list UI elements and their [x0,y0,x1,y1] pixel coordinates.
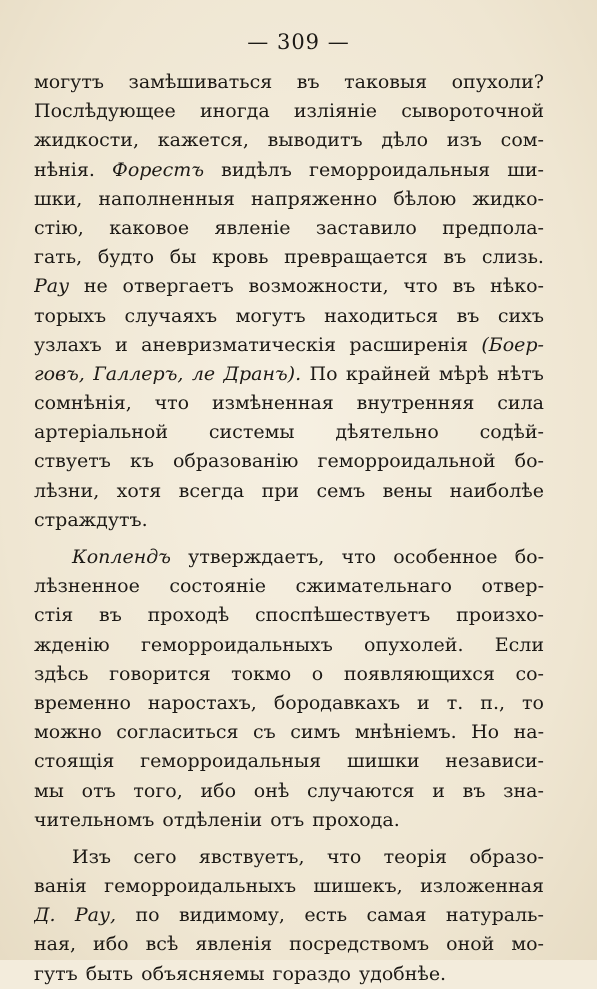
word: въ [99,604,122,627]
word: и [115,333,128,356]
word: геморроидальныя [140,750,322,773]
text-line [34,506,544,535]
text-line [34,689,544,718]
body-text [34,68,544,989]
word: геморроидальныя [309,158,491,181]
text-line [34,572,544,601]
text-line [34,418,544,447]
word: дѣло [381,129,429,152]
word: изъ [446,129,482,152]
word: измѣненная [211,392,334,415]
word: прохода. [312,808,400,831]
word: здѣсь [34,662,89,685]
word: геморроидальной [317,450,496,473]
word: сихъ [497,304,544,327]
text-line [34,214,544,243]
word: съ [252,721,276,744]
word: узлахъ [34,333,102,356]
word: всегда [178,479,245,502]
word: временно [34,691,131,714]
text-line [34,243,544,272]
word: мо- [511,933,544,956]
word: бо- [514,546,544,568]
word: иногда [199,100,270,123]
text-line [34,601,544,630]
word: замѣшиваться [128,71,273,93]
word: въ [452,275,476,298]
text-line [34,543,544,572]
word: бо- [514,450,544,473]
word: то [522,691,544,714]
word: будто [97,246,155,269]
word: въ [443,246,467,269]
word: ная, [34,933,77,956]
word: онѣ [253,779,290,802]
word: состояніе [169,575,266,598]
word: дѣятельно [335,421,439,444]
word: вены [382,479,433,502]
word: торыхъ [34,304,107,327]
word: семъ [316,479,366,502]
word: геморроидальныхъ [140,633,333,656]
word: лѣзненное [34,575,140,598]
word: отвер- [481,575,544,598]
word: Д. [34,904,56,927]
word: ванія [34,875,87,898]
word: сом- [500,129,544,152]
word: симъ [290,721,341,744]
word: видѣлъ [221,158,292,181]
word: говорится [109,662,211,685]
word: ибо [93,933,129,956]
word: произхо- [456,604,544,627]
word: удобнѣе. [358,962,447,985]
word: не [83,275,108,298]
word: могутъ [235,304,306,327]
word: Коплендъ [72,546,171,568]
word: явленія [195,933,273,956]
word: системы [208,421,295,444]
word: бородавкахъ [273,691,401,714]
word: каковое [109,216,190,239]
text-line [34,156,544,185]
word: быть [85,962,134,985]
text-line [34,747,544,776]
word: отвергаетъ [122,275,234,298]
word: По [309,362,338,385]
word: сила [497,392,544,415]
text-line [34,302,544,331]
word: на- [513,721,544,744]
word: (Боер- [481,333,544,356]
word: сжимательнаго [295,575,452,598]
word: что [341,546,377,568]
word: согласиться [116,721,239,744]
word: всѣ [145,933,179,956]
word: сомнѣнія, [34,392,132,415]
word: образо- [469,845,544,868]
word: жидко- [472,187,544,210]
word: видимому, [178,904,285,927]
word: со- [515,662,544,685]
word: изложенная [420,875,544,898]
word: зна- [503,779,544,802]
page-number: — 309 — [247,30,350,54]
text-line [34,126,544,155]
word: появляющихся [343,662,495,685]
text-line [34,272,544,301]
word: токмо [231,662,292,685]
word: шишки [346,750,420,773]
word: къ [129,450,154,473]
word: случаются [307,779,415,802]
word: наполненныя [98,187,235,210]
word: что [403,275,438,298]
text-line [34,901,544,930]
word: и [417,691,430,714]
word: Рау, [74,904,117,927]
word: Послѣдующее [34,100,176,123]
word: содѣй- [479,421,544,444]
word: находиться [324,304,439,327]
word: въ [456,304,480,327]
word: предпола- [442,216,544,239]
word: есть [304,904,348,927]
word: артеріальной [34,421,168,444]
text-line [34,97,544,126]
word: ибо [200,779,237,802]
word: Дранъ). [223,362,302,385]
word: гораздо [272,962,351,985]
word: возможности, [248,275,389,298]
word: что [154,392,190,415]
word: наиболѣе [449,479,544,502]
word: расширенія [349,333,468,356]
word: опухоли? [451,71,544,93]
word: Рау [34,275,70,298]
text-line [34,389,544,418]
word: мнѣніемъ. [354,721,457,744]
word: аневризматическія [141,333,336,356]
word: ствуетъ [34,450,111,473]
word: бѣлою [393,187,457,210]
word: Но [471,721,500,744]
word: ши- [507,158,544,181]
text-line [34,806,544,835]
word: могутъ [34,71,104,93]
word: ле [191,362,216,385]
text-line [34,872,544,901]
word: того, [133,779,183,802]
word: при [261,479,300,502]
text-line [34,843,544,872]
word: отдѣленіи [162,808,263,831]
word: напряженно [250,187,378,210]
word: теорія [383,845,448,868]
text-line [34,477,544,506]
word: кровь [211,246,269,269]
word: въ [296,71,320,93]
text-line [34,777,544,806]
word: нѣнія. [34,158,95,181]
word: кажется, [157,129,249,152]
word: шишекъ, [313,875,403,898]
word: утверждаетъ, [188,546,325,568]
word: Если [494,633,544,656]
word: т. [446,691,464,714]
word: посредствомъ [289,933,430,956]
word: мы [34,779,64,802]
text-line [34,660,544,689]
word: п., [480,691,506,714]
word: страждутъ. [34,508,148,531]
word: нѣко- [490,275,544,298]
word: отъ [81,779,116,802]
word: лѣзни, [34,479,100,502]
word: геморроидальныхъ [104,875,297,898]
word: слизь. [481,246,544,269]
word: наростахъ, [147,691,257,714]
word: заставило [315,216,417,239]
word: самая [366,904,427,927]
word: шки, [34,187,83,210]
word: внутренняя [356,392,475,415]
word: нѣтъ [497,362,544,385]
text-line [34,930,544,959]
word: говъ, [34,362,85,385]
word: жденію [34,633,110,656]
word: стія [34,604,74,627]
word: что [326,845,362,868]
word: случаяхъ [124,304,218,327]
word: Галлеръ, [93,362,184,385]
word: независи- [445,750,544,773]
text-line [34,331,544,360]
word: гутъ [34,962,78,985]
word: изліяніе [293,100,378,123]
word: чительномъ [34,808,155,831]
word: споспѣшествуетъ [254,604,431,627]
word: объясняемы [141,962,265,985]
word: бы [169,246,197,269]
text-line [34,960,544,989]
text-line [34,718,544,747]
text-line [34,68,544,97]
text-line [34,360,544,389]
word: Форестъ [112,158,204,181]
word: опухолей. [364,633,464,656]
word: въ [462,779,486,802]
word: стоящія [34,750,115,773]
word: можно [34,721,102,744]
word: особенное [393,546,498,568]
word: оной [446,933,495,956]
word: Изъ [72,845,112,868]
word: явствуетъ, [198,845,305,868]
word: отъ [270,808,305,831]
word: проходѣ [147,604,230,627]
word: и [432,779,445,802]
word: выводитъ [267,129,363,152]
word: крайней [345,362,431,385]
text-line [34,631,544,660]
word: по [135,904,160,927]
word: превращается [284,246,428,269]
word: натураль- [445,904,544,927]
text-line [34,185,544,214]
word: хотя [116,479,162,502]
word: сего [133,845,177,868]
word: жидкости, [34,129,140,152]
word: таковыя [344,71,428,93]
word: гать, [34,246,83,269]
word: стію, [34,216,84,239]
word: мѣрѣ [438,362,489,385]
word: образованію [172,450,299,473]
word: явленіе [214,216,291,239]
word: сывороточной [401,100,544,123]
word: о [311,662,324,685]
text-line [34,447,544,476]
